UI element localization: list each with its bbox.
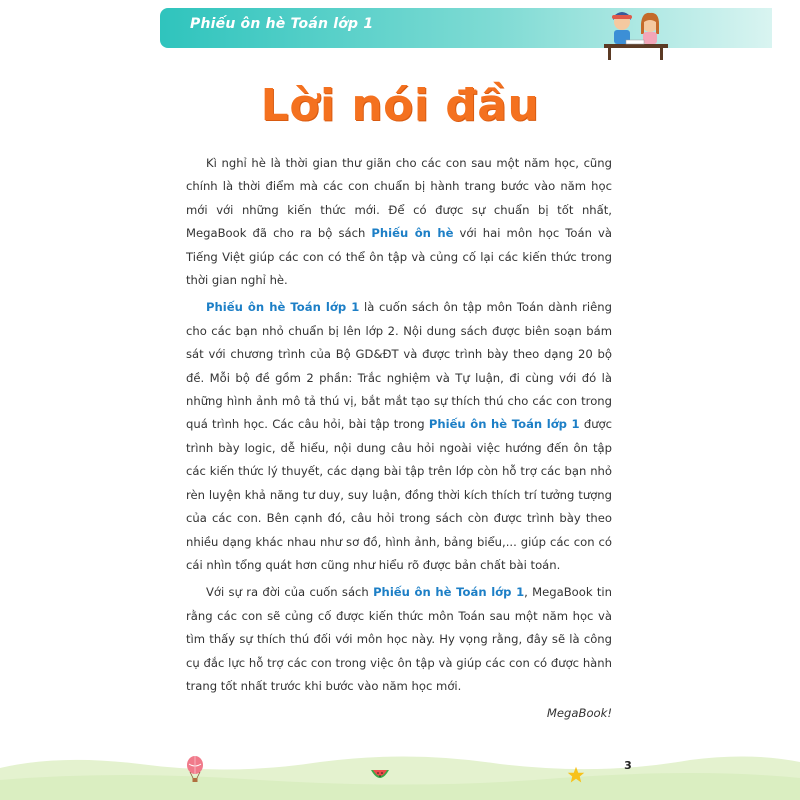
book-name-highlight: Phiếu ôn hè Toán lớp 1 bbox=[373, 585, 525, 600]
paragraph-2 bbox=[186, 296, 612, 577]
watermelon-icon bbox=[370, 768, 390, 782]
star-icon bbox=[567, 766, 585, 784]
preface-body bbox=[186, 152, 612, 730]
paragraph-1 bbox=[186, 152, 612, 292]
kids-studying-icon bbox=[600, 8, 672, 60]
paragraph-text: được trình bày logic, dễ hiểu, nội dung câu hỏi ngoài việc hướng đến ôn tập các kiến thức lý thuyết, các dạng bài tập trên lớp còn hỗ trợ các bạn nhỏ rèn luyện khả năng tư duy, suy luận, đồng thời kích thích trí tưởng tượng của các con. Bên cạnh đó, câu hỏi trong sách còn được trình bày theo nhiều dạng khác nhau như sơ đồ, hình ảnh, bảng biểu,... giúp các con có cái nhìn tổng quát hơn cũng như hiểu rõ được bản chất bài toán. bbox=[186, 417, 613, 572]
signature: MegaBook! bbox=[546, 706, 612, 721]
page-number: 3 bbox=[624, 759, 632, 772]
header-title: Phiếu ôn hè Toán lớp 1 bbox=[190, 16, 374, 32]
page-title: Lời nói đầu bbox=[260, 80, 540, 131]
paragraph-text: , MegaBook tin rằng các con sẽ củng cố được kiến thức môn Toán sau một năm học và tìm thấy sự thích thú đối với môn học này. Hy vọng rằng, đây sẽ là công cụ đắc lực hỗ trợ các con trong việc ôn tập và giúp các con có được hành trang tốt nhất trước khi bước vào năm học mới. bbox=[186, 585, 612, 693]
paragraph-3 bbox=[186, 581, 612, 698]
paragraph-text: là cuốn sách ôn tập môn Toán dành riêng cho các bạn nhỏ chuẩn bị lên lớp 2. Nội dung sách được biên soạn bám sát với chương trình của Bộ GD&ĐT và được trình bày theo dạng 20 bộ đề. Mỗi bộ đề gồm 2 phần: Trắc nghiệm và Tự luận, đi cùng với đó là những hình ảnh mô tả thú vị, bắt mắt tạo sự thích thú cho các con trong quá trình học. Các câu hỏi, bài tập trong bbox=[186, 300, 612, 432]
hot-air-balloon-icon bbox=[186, 756, 204, 784]
book-name-highlight: Phiếu ôn hè bbox=[371, 226, 454, 241]
paragraph-text: Kì nghỉ hè là thời gian thư giãn cho các con sau một năm học, cũng chính là thời điểm mà các con chuẩn bị hành trang bước vào năm học mới với những kiến thức mới. Để có được sự chuẩn bị tốt nhất, MegaBook đã cho ra bộ sách bbox=[186, 156, 612, 241]
paragraph-text: Với sự ra đời của cuốn sách bbox=[206, 585, 374, 600]
book-name-highlight: Phiếu ôn hè Toán lớp 1 bbox=[206, 300, 360, 315]
book-name-highlight: Phiếu ôn hè Toán lớp 1 bbox=[428, 417, 580, 432]
ground-decoration bbox=[0, 740, 800, 800]
paragraph-text: với hai môn học Toán và Tiếng Việt giúp các con có thể ôn tập và củng cố lại các kiến thức trong thời gian nghỉ hè. bbox=[186, 226, 612, 288]
